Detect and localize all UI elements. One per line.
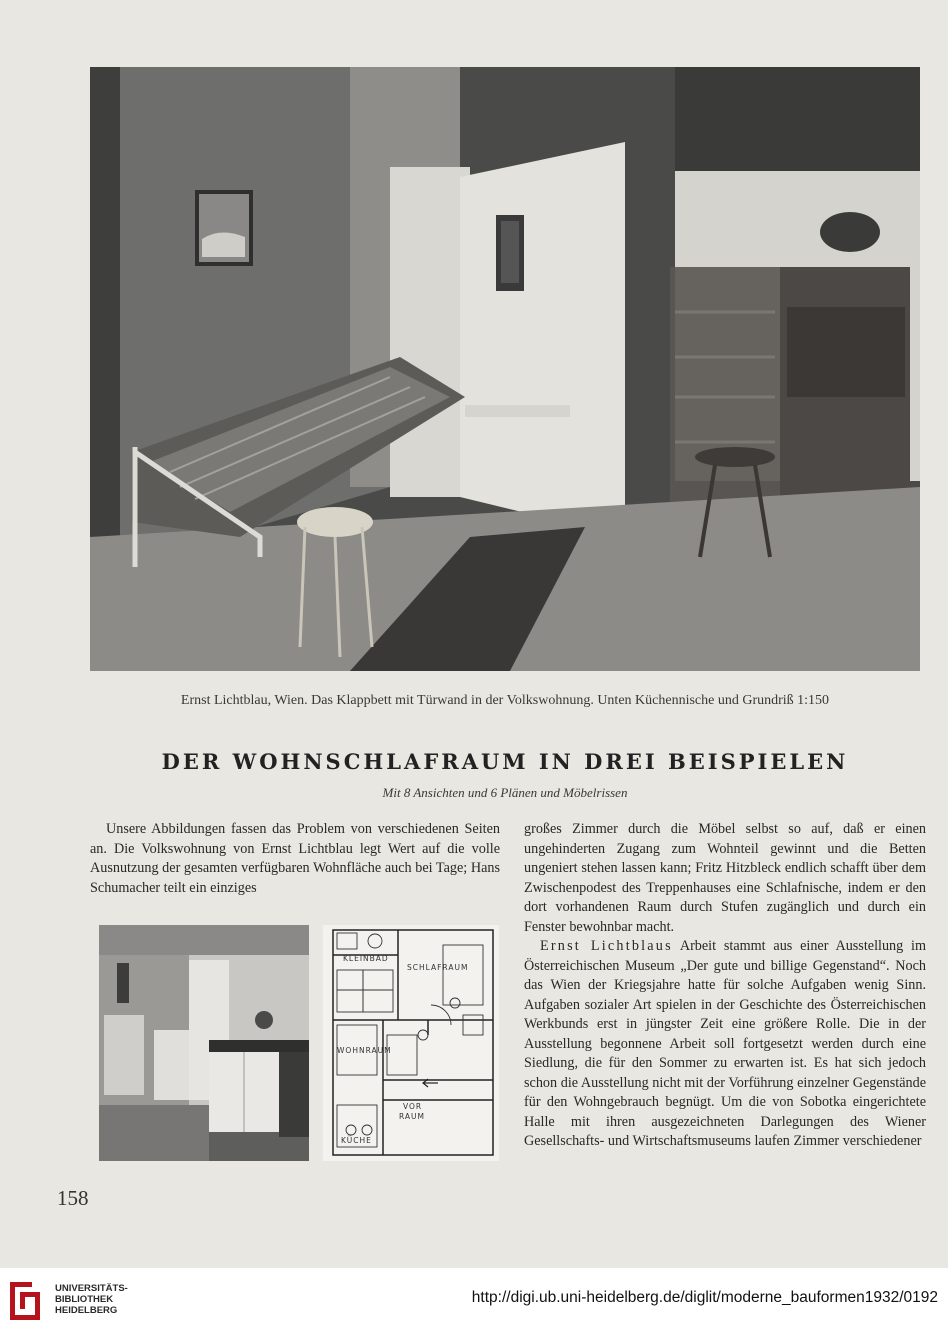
article-subtitle: Mit 8 Ansichten und 6 Plänen und Möbelrissen: [382, 785, 628, 800]
text-column-right: [524, 820, 926, 1152]
plan-label-raum: RAUM: [399, 1112, 425, 1121]
photo-caption: Ernst Lichtblau, Wien. Das Klappbett mit Türwand in der Volkswohnung. Unten Küchennische und Grundriß 1:150: [180, 693, 830, 708]
photo-folding-bed: [90, 67, 920, 671]
paragraph-lichtblau: [524, 937, 926, 1152]
photo-kitchen-niche: [99, 925, 309, 1161]
library-footer: [0, 1268, 948, 1337]
floor-plan: [323, 925, 499, 1161]
plan-label-schlafraum: SCHLAFRAUM: [407, 963, 469, 972]
paragraph-lichtblau-text: Arbeit stammt aus einer Ausstellung im Österreichischen Museum „Der gute und billige Gegenstand“. Noch das Wien der Kriegsjahre hatte für solche Aufgaben wenig Sinn. Aufgaben sozialer Art spielen in der Geschichte des Österreichischen Werkbunds erst in jüngster Zeit eine größere Rolle. Die in der Ausstellung begonnene Arbeit soll fortgesetzt werden durch eine Siedlung, die für den Sommer zu erwarten ist. Es hat sich jedoch schon die Ausstellung nicht mit der Vorführung einzelner Gegenstände für den Wohngebrauch begnügt. Um die von Sobotka eingerichtete Halle mit ihren ausgezeichneten Darlegungen des Wiener Gesellschafts- und Wirtschaftsmuseums laufen Zimmer verschiedener: [524, 938, 926, 1149]
plan-label-kleinbad: KLEINBAD: [343, 954, 389, 963]
source-url-link[interactable]: http://digi.ub.uni-heidelberg.de/diglit/moderne_bauformen1932/0192: [471, 1289, 938, 1306]
plan-label-kueche: KÜCHE: [341, 1136, 372, 1145]
author-name-spaced: Ernst Lichtblaus: [540, 938, 673, 954]
plan-label-wohnraum: WOHNRAUM: [337, 1046, 392, 1055]
library-name-line-2: BIBLIOTHEK: [55, 1294, 114, 1305]
library-name-line-1: UNIVERSITÄTS-: [55, 1283, 128, 1294]
plan-label-vor: VOR: [403, 1102, 423, 1111]
page-number: 158: [57, 1186, 89, 1210]
paragraph-continuation: großes Zimmer durch die Möbel selbst so auf, daß er einen ungehinderten Zugang zum Wohnteil gewinnt und die Betten ungeniert stehen lassen kann; Fritz Hitzbleck endlich schafft über dem Zwischenpodest des Treppenhauses eine Schlafnische, indem er den dort vorhandenen Raum durch Stufen zugänglich und durch ein Fenster bewohnbar macht.: [524, 821, 926, 935]
article-title: DER WOHNSCHLAFRAUM IN DREI BEISPIELEN: [161, 749, 849, 774]
text-column-left: [90, 820, 500, 898]
library-name-line-3: HEIDELBERG: [55, 1305, 118, 1316]
paragraph-intro: Unsere Abbildungen fassen das Problem von verschiedenen Seiten an. Die Volkswohnung von Ernst Lichtblau legt Wert auf die volle Ausnutzung der gesamten verfügbaren Wohnfläche auch bei Tage; Hans Schumacher teilt ein einziges: [90, 821, 500, 896]
library-logo-icon[interactable]: [8, 1278, 50, 1324]
library-name: [55, 1283, 128, 1316]
